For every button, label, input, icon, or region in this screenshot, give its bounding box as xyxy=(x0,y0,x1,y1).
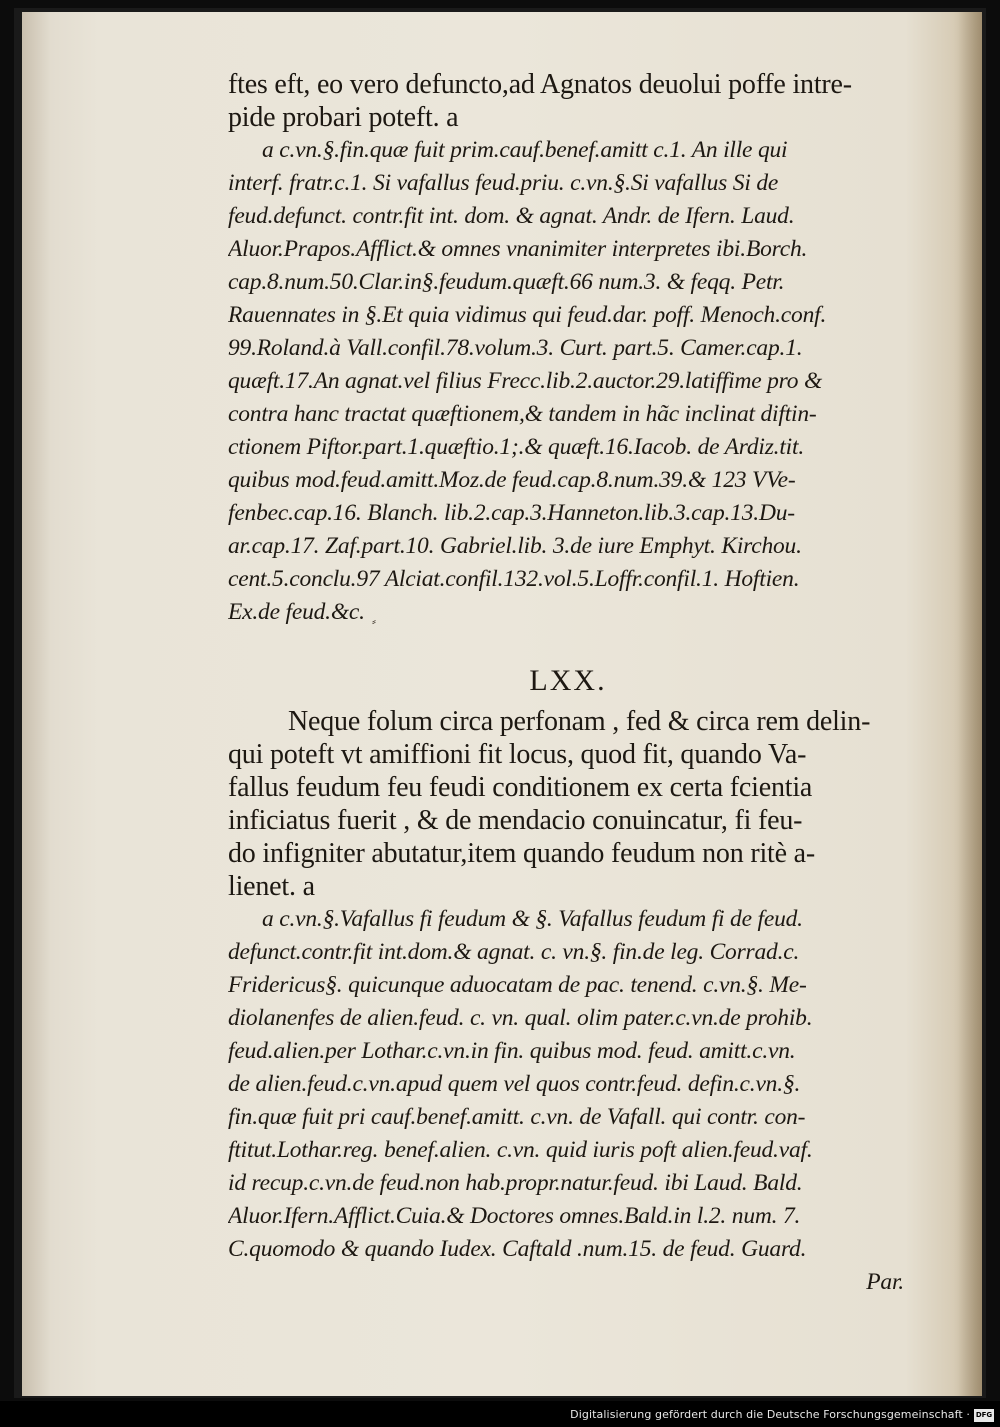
note-line: interf. fratr.c.1. Si vafallus feud.priu. c.vn.§.Si vafallus Si de xyxy=(228,170,779,196)
body-line: lienet. a xyxy=(228,871,315,902)
note-line: cent.5.conclu.97 Alciat.confil.132.vol.5.Loffr.confil.1. Hoftien. xyxy=(228,566,800,592)
ornament-mark: ⸗ xyxy=(372,614,376,628)
note-line: ctionem Piftor.part.1.quæftio.1;.& quæft.16.Iacob. de Ardiz.tit. xyxy=(228,434,804,460)
note-line: Fridericus§. quicunque aduocatam de pac. tenend. c.vn.§. Me- xyxy=(228,972,807,998)
body-line: inficiatus fuerit , & de mendacio conuincatur, fi feu- xyxy=(228,805,803,836)
note-line: Ex.de feud.&c. xyxy=(228,599,365,625)
note-line: ar.cap.17. Zaf.part.10. Gabriel.lib. 3.de iure Emphyt. Kirchou. xyxy=(228,533,802,559)
note-line: defunct.contr.fit int.dom.& agnat. c. vn.§. fin.de leg. Corrad.c. xyxy=(228,939,800,965)
page-text xyxy=(228,68,908,1299)
body-line: do infigniter abutatur,item quando feudum non ritè a- xyxy=(228,838,815,869)
note-line: quibus mod.feud.amitt.Moz.de feud.cap.8.num.39.& 123 VVe- xyxy=(228,467,796,493)
note-line: contra hanc tractat quæftionem,& tandem in hãc inclinat diftin- xyxy=(228,401,817,427)
note-line: Aluor.Prapos.Afflict.& omnes vnanimiter interpretes ibi.Borch. xyxy=(228,236,808,262)
footnote-a-2 xyxy=(228,903,908,1266)
note-line: diolanenfes de alien.feud. c. vn. qual. olim pater.c.vn.de prohib. xyxy=(228,1005,813,1031)
note-line: ftitut.Lothar.reg. benef.alien. c.vn. quid iuris poft alien.feud.vaf. xyxy=(228,1137,813,1163)
note-line: quæft.17.An agnat.vel filius Frecc.lib.2.auctor.29.latiffime pro & xyxy=(228,368,823,394)
note-line: cap.8.num.50.Clar.in§.feudum.quæft.66 num.3. & feqq. Petr. xyxy=(228,269,785,295)
footer-credit: Digitalisierung gefördert durch die Deutsche Forschungsgemeinschaft · xyxy=(570,1408,970,1421)
catchword: Par. xyxy=(866,1269,904,1295)
note-line: 99.Roland.à Vall.confil.78.volum.3. Curt. part.5. Camer.cap.1. xyxy=(228,335,803,361)
note-line: a c.vn.§.fin.quæ fuit prim.cauf.benef.amitt c.1. An ille qui xyxy=(262,137,788,163)
note-line: feud.alien.per Lothar.c.vn.in fin. quibus mod. feud. amitt.c.vn. xyxy=(228,1038,796,1064)
note-line: fenbec.cap.16. Blanch. lib.2.cap.3.Hanneton.lib.3.cap.13.Du- xyxy=(228,500,795,526)
note-line: fin.quæ fuit pri cauf.benef.amitt. c.vn. de Vafall. qui contr. con- xyxy=(228,1104,806,1130)
body-line: ftes eft, eo vero defuncto,ad Agnatos deuolui poffe intre- xyxy=(228,69,852,100)
note-line: Rauennates in §.Et quia vidimus qui feud.dar. poff. Menoch.conf. xyxy=(228,302,827,328)
footnote-a-1 xyxy=(228,134,908,629)
note-line: C.quomodo & quando Iudex. Caftald .num.15. de feud. Guard. xyxy=(228,1236,807,1262)
body-line: Neque folum circa perfonam , fed & circa rem delin- xyxy=(288,706,871,737)
section-heading: LXX. xyxy=(529,664,607,697)
note-line: a c.vn.§.Vafallus fi feudum & §. Vafallus feudum fi de feud. xyxy=(262,906,803,932)
page-gutter-shadow xyxy=(958,12,982,1396)
note-line: de alien.feud.c.vn.apud quem vel quos contr.feud. defin.c.vn.§. xyxy=(228,1071,801,1097)
note-line: id recup.c.vn.de feud.non hab.propr.natur.feud. ibi Laud. Bald. xyxy=(228,1170,803,1196)
body-line: fallus feudum feu feudi conditionem ex certa fcientia xyxy=(228,772,813,803)
dfg-logo: DFG xyxy=(974,1409,994,1422)
body-line: pide probari poteft. a xyxy=(228,102,459,133)
digitization-footer xyxy=(0,1401,1000,1427)
body-line: qui poteft vt amiffioni fit locus, quod fit, quando Va- xyxy=(228,739,807,770)
note-line: Aluor.Ifern.Afflict.Cuia.& Doctores omnes.Bald.in l.2. num. 7. xyxy=(228,1203,801,1229)
note-line: feud.defunct. contr.fit int. dom. & agnat. Andr. de Ifern. Laud. xyxy=(228,203,795,229)
section-body xyxy=(228,705,908,903)
